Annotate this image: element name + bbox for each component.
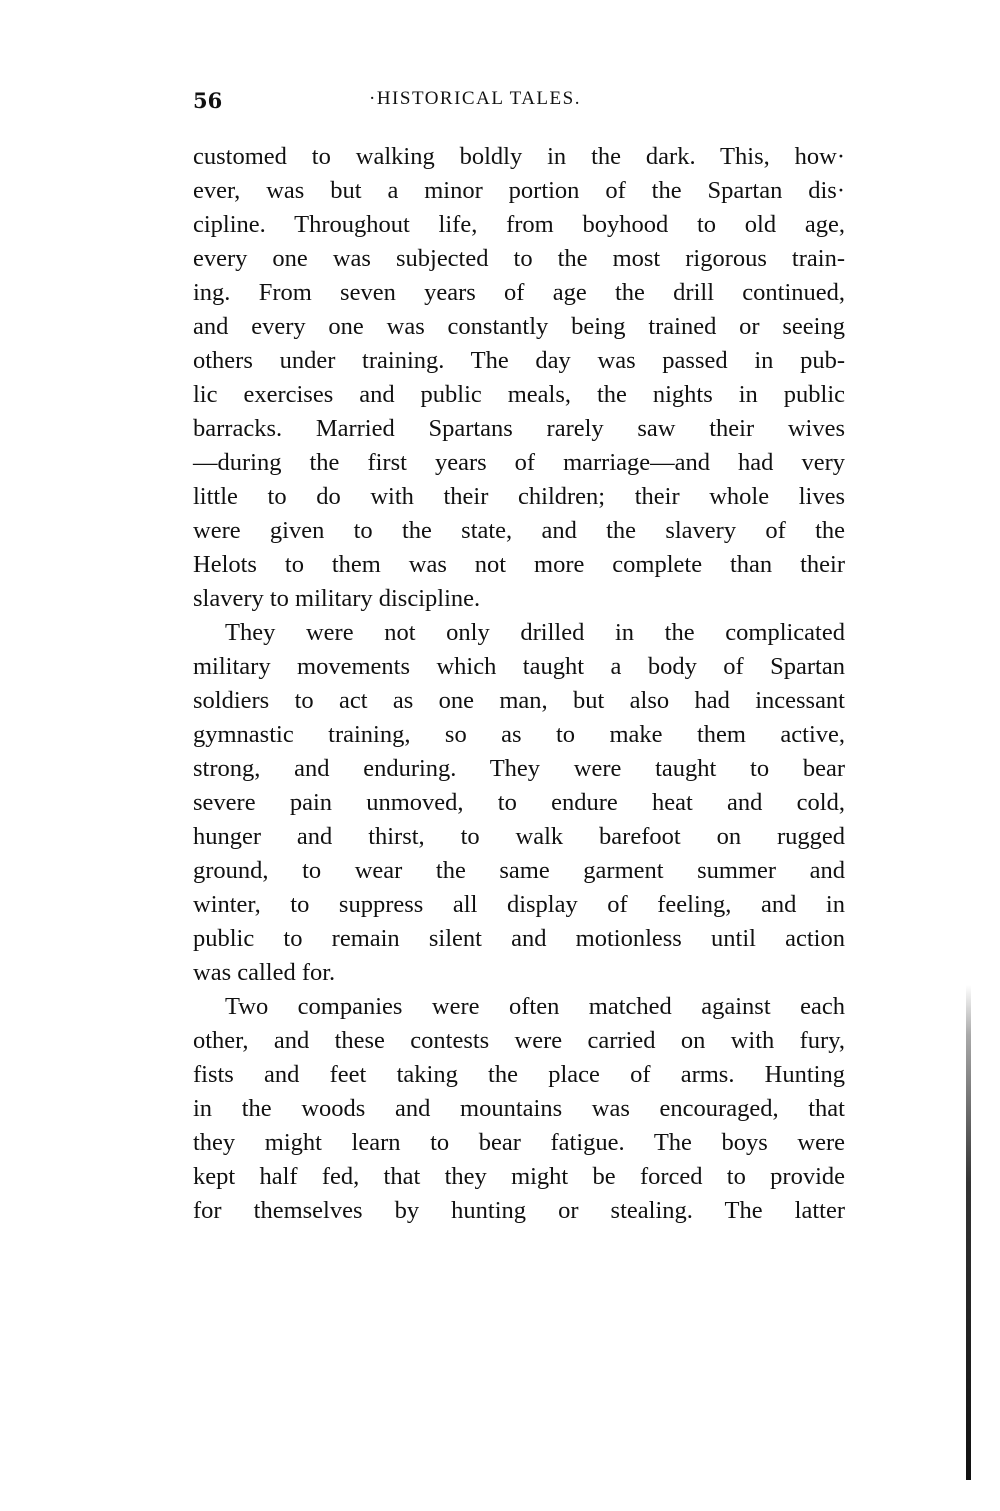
text-line: and every one was constantly being trained or seeing: [193, 313, 845, 340]
scan-edge-artifact: [966, 985, 971, 1480]
text-line: They were not only drilled in the complicated: [225, 619, 845, 646]
paragraph: [193, 616, 845, 990]
text-line: kept half fed, that they might be forced to provide: [193, 1163, 845, 1190]
text-line: slavery to military discipline.: [193, 585, 481, 612]
text-line: for themselves by hunting or stealing. The latter: [193, 1197, 845, 1224]
page-body: [193, 140, 845, 1228]
text-line: winter, to suppress all display of feeling, and in: [193, 891, 845, 918]
text-line: others under training. The day was passed in pub-: [193, 347, 845, 374]
text-line: cipline. Throughout life, from boyhood to old age,: [193, 211, 845, 238]
text-line: customed to walking boldly in the dark. This, how·: [193, 143, 845, 170]
page-header: [193, 88, 845, 118]
text-line: gymnastic training, so as to make them active,: [193, 721, 845, 748]
text-line: ever, was but a minor portion of the Spartan dis·: [193, 177, 845, 204]
page-number: 56: [193, 88, 223, 113]
text-line: Helots to them was not more complete than their: [193, 551, 845, 578]
text-line: soldiers to act as one man, but also had incessant: [193, 687, 845, 714]
paragraph: [193, 990, 845, 1228]
text-line: was called for.: [193, 959, 336, 986]
text-line: ground, to wear the same garment summer and: [193, 857, 845, 884]
text-line: ing. From seven years of age the drill continued,: [193, 279, 845, 306]
text-line: fists and feet taking the place of arms. Hunting: [193, 1061, 845, 1088]
text-line: other, and these contests were carried on with fury,: [193, 1027, 845, 1054]
text-line: little to do with their children; their whole lives: [193, 483, 845, 510]
text-line: —during the first years of marriage—and had very: [193, 449, 845, 476]
paragraph: [193, 140, 845, 616]
running-title: ·HISTORICAL TALES.: [369, 88, 581, 109]
text-line: in the woods and mountains was encouraged, that: [193, 1095, 845, 1122]
text-line: public to remain silent and motionless until action: [193, 925, 845, 952]
text-line: lic exercises and public meals, the nights in public: [193, 381, 845, 408]
text-line: every one was subjected to the most rigorous train-: [193, 245, 845, 272]
text-line: strong, and enduring. They were taught to bear: [193, 755, 845, 782]
text-line: Two companies were often matched against each: [225, 993, 845, 1020]
text-line: were given to the state, and the slavery of the: [193, 517, 845, 544]
text-line: military movements which taught a body of Spartan: [193, 653, 845, 680]
text-line: barracks. Married Spartans rarely saw their wives: [193, 415, 845, 442]
text-line: they might learn to bear fatigue. The boys were: [193, 1129, 845, 1156]
text-line: hunger and thirst, to walk barefoot on rugged: [193, 823, 845, 850]
text-line: severe pain unmoved, to endure heat and cold,: [193, 789, 845, 816]
